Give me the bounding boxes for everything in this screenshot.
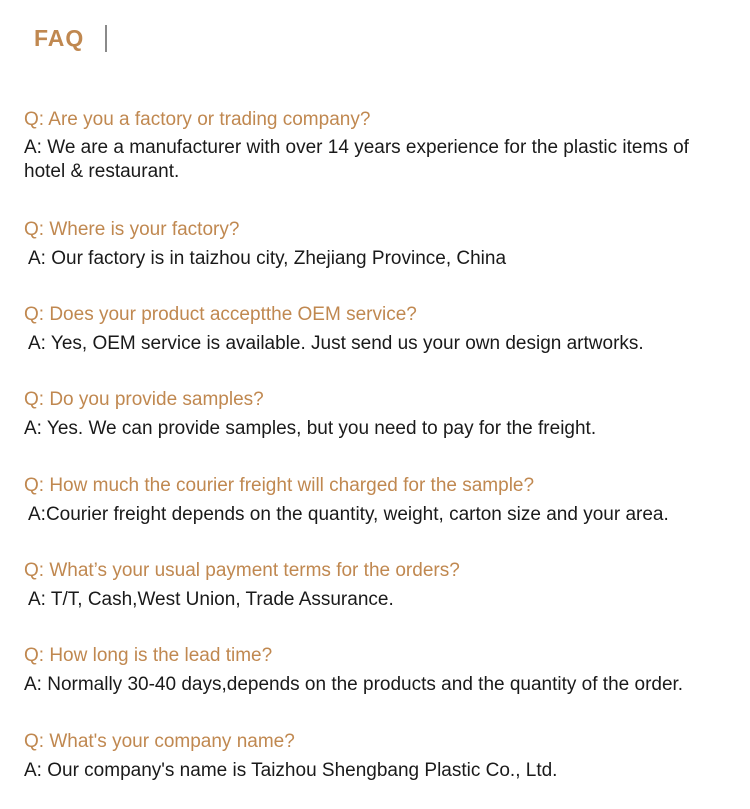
faq-question: Q: What's your company name?: [24, 731, 295, 752]
faq-answer: A: Our factory is in taizhou city, Zhejiang Province, China: [28, 248, 507, 269]
faq-answer: A: T/T, Cash,West Union, Trade Assurance.: [28, 589, 394, 610]
faq-question: Q: Does your product acceptthe OEM service?: [24, 304, 417, 325]
faq-question: Q: Where is your factory?: [24, 219, 240, 240]
faq-question: Q: How much the courier freight will charged for the sample?: [24, 475, 535, 496]
faq-header: [34, 22, 84, 54]
faq-question: Q: How long is the lead time?: [24, 645, 273, 666]
faq-answer: A: Yes, OEM service is available. Just send us your own design artworks.: [28, 333, 644, 354]
faq-item: [24, 388, 724, 441]
faq-item: [24, 644, 724, 697]
faq-question: Q: Are you a factory or trading company?: [24, 109, 371, 130]
faq-answer: A: Yes. We can provide samples, but you need to pay for the freight.: [24, 418, 597, 439]
faq-question: Q: What’s your usual payment terms for the orders?: [24, 560, 460, 581]
faq-answer: A: Normally 30-40 days,depends on the products and the quantity of the order.: [24, 674, 684, 695]
faq-answer: A:Courier freight depends on the quantity, weight, carton size and your area.: [28, 504, 669, 525]
faq-item: [24, 218, 724, 271]
faq-item: [24, 474, 724, 527]
faq-question: Q: Do you provide samples?: [24, 389, 264, 410]
faq-item: [24, 303, 724, 356]
faq-item: [24, 108, 724, 184]
faq-answer: A: Our company's name is Taizhou Shengbang Plastic Co., Ltd.: [24, 760, 558, 781]
faq-item: [24, 559, 724, 612]
page-title: FAQ: [34, 25, 85, 51]
faq-answer: A: We are a manufacturer with over 14 years experience for the plastic items of hotel & restaurant.: [24, 137, 689, 182]
title-divider: [105, 25, 107, 52]
faq-item: [24, 730, 724, 783]
